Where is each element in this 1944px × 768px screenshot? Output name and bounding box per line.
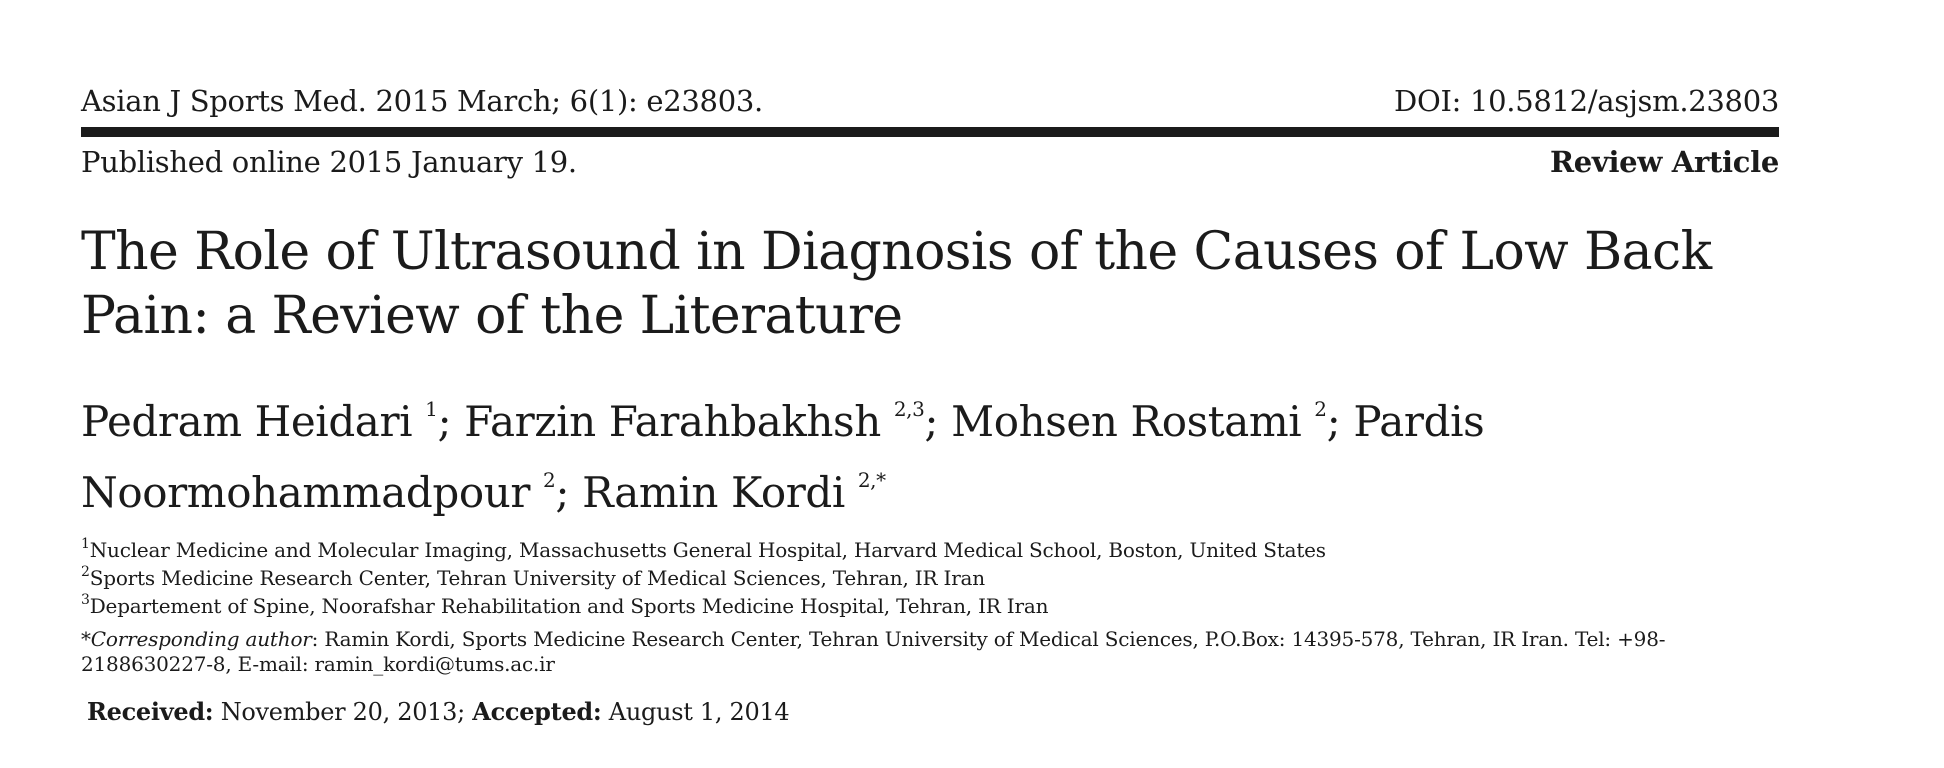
affiliation-text: Departement of Spine, Noorafshar Rehabilitation and Sports Medicine Hospital, Tehran, IR Iran [89,594,1049,618]
affiliation-list [81,538,1781,622]
article-title: The Role of Ultrasound in Diagnosis of the Causes of Low Back Pain: a Review of the Literature [81,222,1712,346]
affiliation-number: 1 [81,536,90,552]
accepted-label: Accepted: [472,697,602,726]
author-affiliation-ref: 2,* [857,468,886,492]
author-affiliation-ref: 2,3 [893,397,925,421]
affiliation-number: 3 [81,592,90,608]
doi-link[interactable]: DOI: 10.5812/asjsm.23803 [1394,84,1779,118]
author-name[interactable]: Pedram Heidari [81,397,413,446]
affiliation-item [81,594,1781,622]
corresponding-author-details: : Ramin Kordi, Sports Medicine Research Center, Tehran University of Medical Sciences, P.O.Box: 14395-578, Tehran, IR Iran. Tel: +98-2188630227-8, E-mail: ramin_kordi@tums.ac.ir [81,627,1666,676]
corresponding-author [81,627,1781,677]
received-label: Received: [87,697,214,726]
received-date: November 20, 2013 [213,698,458,726]
date-separator: ; [457,698,465,726]
author-affiliation-ref: 2 [1314,397,1327,421]
article-dates [87,697,1687,727]
affiliation-item [81,566,1781,594]
affiliation-text: Nuclear Medicine and Molecular Imaging, Massachusetts General Hospital, Harvard Medical School, Boston, United States [89,538,1326,562]
author-affiliation-ref: 1 [425,397,438,421]
article-type: Review Article [1549,145,1779,179]
affiliation-text: Sports Medicine Research Center, Tehran University of Medical Sciences, Tehran, IR Iran [89,566,985,590]
journal-citation: Asian J Sports Med. 2015 March; 6(1): e23803. [81,84,763,118]
published-date: Published online 2015 January 19. [81,145,577,179]
author-name[interactable]: Farzin Farahbakhsh [464,397,881,446]
affiliation-item [81,538,1781,566]
author-affiliation-ref: 2 [543,468,556,492]
accepted-date: August 1, 2014 [601,698,790,726]
author-list: Pedram Heidari $^1$; Farzin Farahbakhsh $^{2,3}$; Mohsen Rostami $^2$; Pardis Noormohammadpour $^2$; Ramin Kordi $^{2,*}$ [81,397,1485,517]
publication-info [81,145,1779,181]
author-name[interactable]: Pardis Noormohammadpour [81,397,1485,517]
corresponding-author-label: *Corresponding author [81,627,312,651]
author-name[interactable]: Ramin Kordi [582,468,845,517]
author-name[interactable]: Mohsen Rostami [951,397,1302,446]
journal-header [81,84,1779,120]
header-rule [81,127,1779,137]
affiliation-number: 2 [81,564,90,580]
